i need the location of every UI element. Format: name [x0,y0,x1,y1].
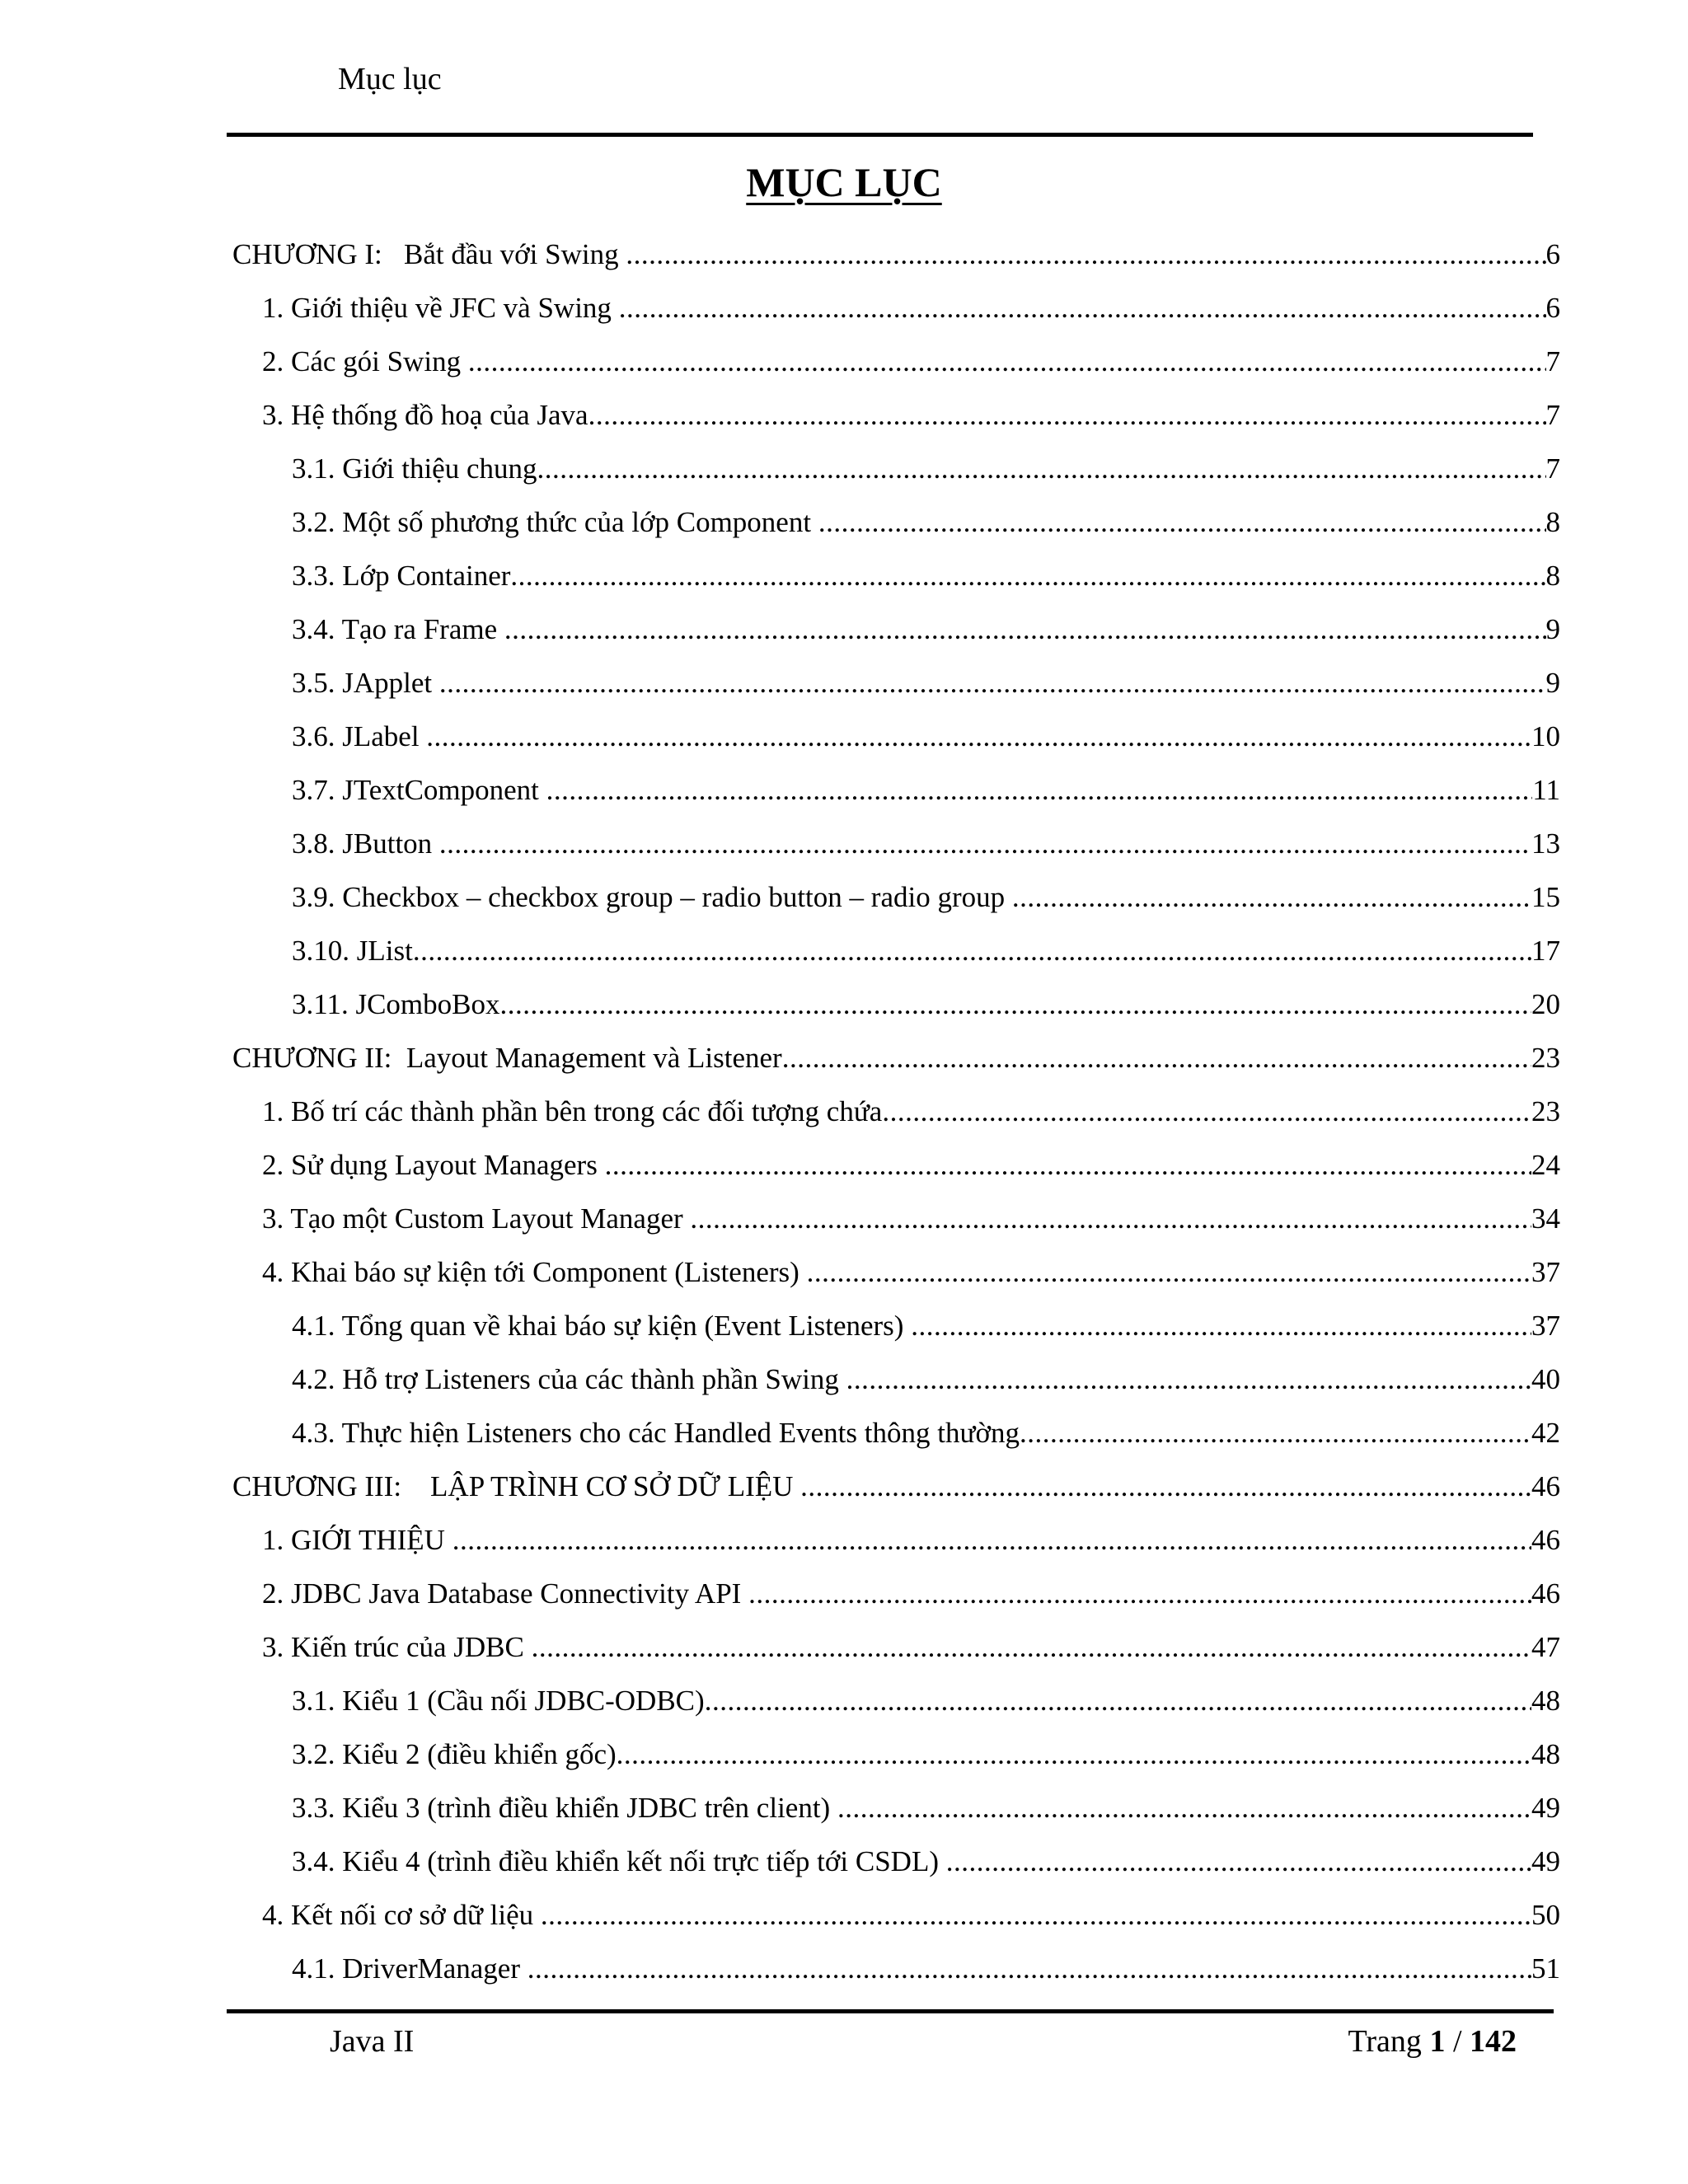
toc-entry[interactable] [292,663,1560,704]
toc-entry-text: 2. Sử dụng Layout Managers [262,1149,605,1181]
toc-dot-leader [546,770,1533,811]
footer-page-number [1348,2021,1517,2062]
toc-entry[interactable] [262,1895,1560,1936]
toc-entry-text: 4.3. Thực hiện Listeners cho các Handled Events thông thường [292,1417,1020,1449]
toc-entry-text: 3.9. Checkbox – checkbox group – radio button – radio group [292,881,1012,913]
toc-entry-text: CHƯƠNG II: Layout Management và Listener [232,1042,782,1074]
toc-entry[interactable] [262,288,1560,329]
toc-entry[interactable] [292,1413,1560,1454]
toc-entry-text: 3.3. Lớp Container [292,560,511,592]
toc-entry[interactable] [262,1145,1560,1186]
toc-entry-text: 3.7. JTextComponent [292,774,546,806]
toc-entry-page-number: 24 [1531,1149,1560,1181]
toc-entry-text: 3.8. JButton [292,827,439,860]
toc-dot-leader [882,1091,1531,1132]
toc-entry-text: 4.1. Tổng quan về khai báo sự kiện (Event Listeners) [292,1310,912,1342]
toc-entry-text: 4.1. DriverManager [292,1952,528,1985]
toc-entry[interactable] [292,1734,1560,1775]
toc-entry[interactable] [292,930,1560,972]
toc-entry-text: 3.1. Giới thiệu chung [292,452,537,485]
toc-entry[interactable] [262,1091,1560,1132]
toc-entry[interactable] [292,609,1560,650]
toc-entry-page-number: 13 [1531,827,1560,860]
toc-dot-leader [705,1680,1531,1722]
toc-entry-page-number: 7 [1545,399,1560,431]
toc-entry[interactable] [262,1252,1560,1293]
toc-entry-text: 1. GIỚI THIỆU [262,1524,452,1556]
toc-dot-leader [500,984,1532,1025]
toc-entry[interactable] [262,1627,1560,1668]
footer-page-current: 1 [1429,2024,1446,2059]
toc-entry-page-number: 6 [1545,238,1560,270]
toc-dot-leader [426,716,1531,757]
toc-dot-leader [468,341,1546,382]
toc-entry[interactable] [292,877,1560,918]
toc-dot-leader [1012,877,1531,918]
toc-dot-leader [626,234,1545,275]
toc-entry-text: 4. Kết nối cơ sở dữ liệu [262,1899,541,1931]
toc-entry-text: 3. Hệ thống đồ hoạ của Java [262,399,588,431]
toc-entry-page-number: 17 [1531,935,1560,967]
toc-dot-leader [946,1841,1531,1882]
toc-entry-page-number: 46 [1531,1577,1560,1610]
toc-entry[interactable] [292,555,1560,597]
toc-entry[interactable] [292,770,1560,811]
toc-entry-page-number: 48 [1531,1738,1560,1770]
toc-entry[interactable] [292,1841,1560,1882]
toc-dot-leader [504,609,1546,650]
toc-entry-page-number: 37 [1531,1310,1560,1342]
toc-entry[interactable] [292,1680,1560,1722]
toc-dot-leader [807,1252,1531,1293]
toc-entry[interactable] [292,502,1560,543]
toc-dot-leader [439,663,1546,704]
toc-entry[interactable] [292,823,1560,865]
footer-page-total: 142 [1470,2024,1517,2059]
toc-entry[interactable] [262,1520,1560,1561]
toc-dot-leader [413,930,1531,972]
toc-entry-text: 3.2. Kiểu 2 (điều khiển gốc) [292,1738,617,1770]
toc-entry-text: 3.4. Tạo ra Frame [292,613,504,645]
toc-dot-leader [532,1627,1531,1668]
toc-entry-page-number: 10 [1531,720,1560,752]
toc-entry[interactable] [262,1198,1560,1240]
toc-dot-leader [690,1198,1531,1240]
toc-dot-leader [846,1359,1531,1400]
toc-entry-page-number: 46 [1531,1524,1560,1556]
toc-entry[interactable] [232,234,1560,275]
toc-entry[interactable] [232,1466,1560,1507]
toc-entry[interactable] [262,341,1560,382]
toc-entry[interactable] [292,716,1560,757]
toc-entry-page-number: 46 [1531,1470,1560,1502]
toc-entry-text: 4.2. Hỗ trợ Listeners của các thành phần Swing [292,1363,846,1395]
toc-entry-text: 1. Bố trí các thành phần bên trong các đối tượng chứa [262,1095,883,1127]
toc-entry-page-number: 47 [1531,1631,1560,1663]
toc-entry[interactable] [232,1038,1560,1079]
toc-entry-text: 2. Các gói Swing [262,345,468,377]
toc-dot-leader [541,1895,1531,1936]
toc-entry-page-number: 8 [1545,560,1560,592]
footer-page-separator: / [1445,2024,1470,2059]
toc-dot-leader [782,1038,1531,1079]
toc-entry-text: 3.11. JComboBox [292,988,500,1020]
toc-entry-page-number: 9 [1545,667,1560,699]
toc-entry-text: 3.10. JList [292,935,413,967]
toc-entry-page-number: 20 [1531,988,1560,1020]
footer-rule [227,2009,1554,2013]
toc-dot-leader [528,1948,1531,1990]
toc-title: MỤC LỤC [746,159,942,205]
toc-dot-leader [748,1573,1531,1615]
toc-entry-text: 3.6. JLabel [292,720,427,752]
footer-page-label: Trang [1348,2024,1430,2059]
running-header: Mục lục [338,62,442,96]
toc-dot-leader [537,448,1546,490]
toc-entry[interactable] [292,984,1560,1025]
toc-entry-page-number: 23 [1531,1095,1560,1127]
toc-entry-page-number: 49 [1531,1792,1560,1824]
toc-entry-page-number: 50 [1531,1899,1560,1931]
toc-entry-page-number: 49 [1531,1845,1560,1877]
toc-entry[interactable] [292,1305,1560,1347]
footer-book-title: Java II [330,2024,415,2059]
toc-entry-text: CHƯƠNG I: Bắt đầu với Swing [232,238,626,270]
toc-entry-text: 3.3. Kiểu 3 (trình điều khiển JDBC trên client) [292,1792,837,1824]
toc-entry-page-number: 48 [1531,1685,1560,1717]
toc-entry-text: 3. Kiến trúc của JDBC [262,1631,532,1663]
toc-entry[interactable] [292,1948,1560,1990]
toc-dot-leader [510,555,1545,597]
toc-entry-page-number: 40 [1531,1363,1560,1395]
toc-entry-page-number: 23 [1531,1042,1560,1074]
header-rule [227,133,1533,137]
toc-entry[interactable] [292,1788,1560,1829]
toc-dot-leader [439,823,1531,865]
toc-entry[interactable] [262,1573,1560,1615]
toc-entry-page-number: 37 [1531,1256,1560,1288]
toc-entry[interactable] [262,395,1560,436]
toc-entry-text: 3. Tạo một Custom Layout Manager [262,1202,691,1235]
toc-entry-page-number: 15 [1531,881,1560,913]
toc-entry-text: 4. Khai báo sự kiện tới Component (Listeners) [262,1256,807,1288]
toc-dot-leader [588,395,1546,436]
toc-entry-page-number: 6 [1545,292,1560,324]
toc-entry-text: 3.4. Kiểu 4 (trình điều khiển kết nối trực tiếp tới CSDL) [292,1845,946,1877]
toc-dot-leader [617,1734,1531,1775]
toc-dot-leader [911,1305,1531,1347]
toc-dot-leader [619,288,1546,329]
toc-entry-text: 3.5. JApplet [292,667,439,699]
toc-entry-text: CHƯƠNG III: LẬP TRÌNH CƠ SỞ DỮ LIỆU [232,1470,801,1502]
toc-entry-text: 3.1. Kiểu 1 (Cầu nối JDBC-ODBC) [292,1685,705,1717]
toc-entry-page-number: 9 [1545,613,1560,645]
toc-entry-page-number: 42 [1531,1417,1560,1449]
toc-entry-page-number: 11 [1532,774,1560,806]
toc-entry[interactable] [292,448,1560,490]
toc-dot-leader [605,1145,1531,1186]
toc-entry-text: 1. Giới thiệu về JFC và Swing [262,292,619,324]
toc-entry-page-number: 34 [1531,1202,1560,1235]
toc-entry-page-number: 8 [1545,506,1560,538]
toc-dot-leader [818,502,1546,543]
toc-dot-leader [837,1788,1531,1829]
toc-dot-leader [800,1466,1531,1507]
toc-entry-page-number: 7 [1545,345,1560,377]
toc-entry-text: 2. JDBC Java Database Connectivity API [262,1577,749,1610]
toc-entry[interactable] [292,1359,1560,1400]
toc-dot-leader [452,1520,1531,1561]
toc-entry-page-number: 7 [1545,452,1560,485]
toc-entry-page-number: 51 [1531,1952,1560,1985]
toc-dot-leader [1020,1413,1531,1454]
toc-entry-text: 3.2. Một số phương thức của lớp Component [292,506,818,538]
